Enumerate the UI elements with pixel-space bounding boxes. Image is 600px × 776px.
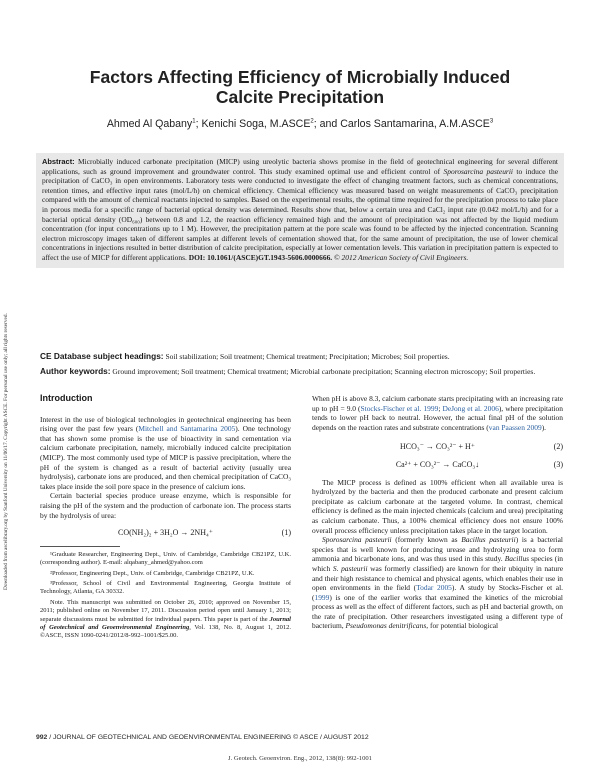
subject-headings-label: CE Database subject headings: [40,351,164,361]
right-paragraph-3: Sporosarcina pasteurii (formerly known as Bacillus pasteurii) is a bacterial species that is well known for producing urease and hydrolyzing urea to form ammonia and bicarbonate ions, and was thus used in this study. Bacillus species (in which S. pasteurii was formerly classified) are known for their ubiquity in nature and their high resistance to chemical and physical agents, which enables their use in open environments in the field (Todar 2005). A study by Stocks-Fischer et al. (1999) is one of the earlier works that examined the kinetics of the microbial process as well as the effect of different factors, such as pH and bacterial growth, on the rate of precipitation. Other researchers investigated using a different type of bacterium, Pseudomonas denitrificans, for potential biological [312,535,563,631]
author-3-affil: 3 [489,118,494,125]
abstract-box [36,153,564,268]
ref-stocks-fischer-1999[interactable]: Stocks-Fischer et al. 1999 [360,403,439,413]
download-notice: Downloaded from ascelibrary.org by Stanford University on 11/06/17. Copyright ASCE. For personal use only; all rights reserved. [3,313,9,590]
author-keywords: Author keywords: Ground improvement; Soil treatment; Chemical treatment; Microbial carbonate precipitation; Scanning electron microscopy; Soil properties. [40,366,536,376]
author-2-affil: 2 [310,118,314,125]
author-3: ; and Carlos Santamarina, A.M.ASCE [313,118,490,130]
intro-paragraph-1: Interest in the use of biological technologies in geotechnical engineering has been rising over the past few years (Mitchell and Santamarina 2005). One technology that has shown some promise is the use of bioactivity in sand cementation via calcium carbonate precipitation, namely, microbially induced calcite precipitation (MICP). The most commonly used type of MICP is passive precipitation, where the pH of the system is changed as a result of bacterial activity (usually urea hydrolysis), carbonate ions are produced, and then chemical precipitation of CaCO₃ takes place inside the soil pore space in the presence of calcium ions. [40,414,291,491]
citation-line: J. Geotech. Geoenviron. Eng., 2012, 138(8): 992-1001 [228,755,372,762]
manuscript-note: Note. This manuscript was submitted on October 26, 2010; approved on November 15, 2011; published online on November 17, 2011. Discussion period open until January 1, 2013; separate discussions must be submitted for individual papers. This paper is part of the Journal of Geotechnical and Geoenvironmental Engineering, Vol. 138, No. 8, August 1, 2012. ©ASCE, ISSN 1090-0241/2012/8-992–1001/$25.00. [40,598,291,640]
doi-link[interactable]: DOI: 10.1061/(ASCE)GT.1943-5606.0000666. [188,252,333,262]
footnote-1: ¹Graduate Researcher, Engineering Dept., Univ. of Cambridge, Cambridge CB21PZ, U.K. (corresponding author). E-mail: alqabany_ahmed@yahoo.com [40,550,291,567]
download-sidebar [2,170,12,590]
author-keywords-label: Author keywords: [40,366,111,376]
intro-paragraph-2: Certain bacterial species produce urease enzyme, which is responsible for raising the pH of the system and the production of carbonate ion. The process starts by the hydrolysis of urea: [40,491,291,520]
section-heading-introduction: Introduction [40,393,93,403]
footnotes [40,551,291,641]
ref-dejong-2006[interactable]: DeJong et al. 2006 [442,403,499,413]
abstract-label: Abstract: [42,157,75,166]
footnote-2: ²Professor, Engineering Dept., Univ. of Cambridge, Cambridge CB21PZ, U.K. [50,569,255,577]
paper-title [60,67,540,107]
copyright: © 2012 American Society of Civil Engineers. [332,252,469,262]
left-column [40,394,291,643]
equation-3: Ca²⁺ + CO₃²⁻ → CaCO₃↓ (3) [395,459,563,469]
right-paragraph-2: The MICP process is defined as 100% efficient when all available urea is hydrolyzed by the bacteria and then the produced carbonate and present calcium precipitate as calcium carbonate at the targeted volume. In contrast, chemical efficiency is defined as the main injected chemicals (calcium and urea) precipitating as calcium carbonate. Thus, a 100% chemical efficiency does not ensure 100% overall process efficiency unless precipitation takes place in the target location. [312,477,563,535]
title-line-2: Calcite Precipitation [215,87,385,107]
ref-mitchell-2005[interactable]: Mitchell and Santamarina 2005 [138,424,236,434]
abstract-text: Abstract: Microbially induced carbonate precipitation (MICP) using ureolytic bacteria shows promise in the field of geotechnical engineering for several different applications, such as ground improvement and groundwater control. This study examined optimal use and efficient control of Sporosarcina pasteurii to induce the precipitation of CaCO₃ in open environments. Laboratory tests were conducted to investigate the effect of changing treatment factors, such as chemical concentrations, retention times, and effective input rates (mol/L/h) on chemical efficiency. Chemical efficiency was measured based on weight measurements of CaCO₃ precipitation compared with the amount of chemical reactants injected to samples. Based on the experimental results, the optimal time required for the precipitation process to take place in porous media for a specific range of bacterial optical density was determined. Results show that, below a certain urea and CaCl₂ input rate (0.042 mol/L/h) and for a bacterial optical density (OD₆₀₀) between 0.8 and 1.2, the reaction efficiency remained high and the amount of precipitation was not affected by the liquid medium concentration (for input concentrations up to 1 M). However, the precipitation pattern at the pore scale was found to be affected by the injected concentration. Scanning electron microscopy images taken of different samples at different levels of cementation showed that, for the same amount of precipitation, the use of lower chemical concentrations in injections resulted in better distribution of calcite precipitation, especially at lower cementation levels. This variation in precipitation pattern is expected to affect the use of MICP for different applications. DOI: 10.1061/(ASCE)GT.1943-5606.0000666. © 2012 American Society of Civil Engineers. [42,157,558,262]
ref-van-paassen-2009[interactable]: van Paassen 2009 [488,422,542,432]
right-paragraph-1: When pH is above 8.3, calcium carbonate starts precipitating with an increasing rate up to pH = 9.0 (Stocks-Fischer et al. 1999; DeJong et al. 2006), where precipitation tends to lower pH back to neutral. However, the actual final pH of the solution depends on the reaction rates and substrate concentrations (van Paassen 2009). [312,394,563,432]
author-2: ; Kenichi Soga, M.ASCE [195,118,311,130]
ref-todar-2005[interactable]: Todar 2005 [416,583,452,593]
author-1: Ahmed Al Qabany [106,118,193,130]
subject-headings: CE Database subject headings: Soil stabilization; Soil treatment; Chemical treatment; Precipitation; Microbes; Soil properties. [40,351,450,361]
title-line-1: Factors Affecting Efficiency of Microbially Induced [89,67,511,87]
right-column [312,394,563,631]
author-1-affil: 1 [192,118,196,125]
journal-footer-text: / JOURNAL OF GEOTECHNICAL AND GEOENVIRONMENTAL ENGINEERING © ASCE / AUGUST 2012 [47,734,369,741]
footnote-3: ³Professor, School of Civil and Environmental Engineering, Georgia Institute of Technology, Atlanta, GA 30332. [40,579,291,596]
ref-stocks-fischer-1999-b[interactable]: 1999 [314,592,330,602]
journal-footer [36,734,369,741]
equation-2: HCO₃⁻ → CO₃²⁻ + H⁺ (2) [400,442,563,452]
author-list [40,118,560,130]
equation-1: CO(NH₂)₂ + 3H₂O → 2NH₄⁺ (1) [118,528,291,538]
footnote-divider [40,546,120,547]
page-number: 992 [36,734,48,741]
